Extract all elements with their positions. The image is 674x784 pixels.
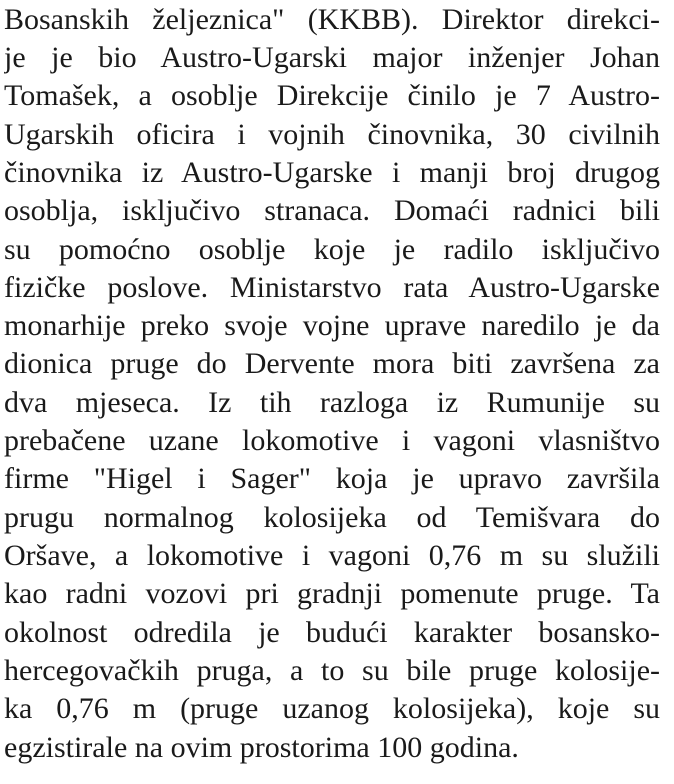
text-line-18: hercegovačkih pruga, a to su bile pruge kolosije- xyxy=(4,654,660,687)
text-line-5: činovnika iz Austro-Ugarske i manji broj drugog xyxy=(4,156,660,189)
text-line-15: Oršave, a lokomotive i vagoni 0,76 m su služili xyxy=(4,539,660,572)
text-line-8: fizičke poslove. Ministarstvo rata Austro-Ugarske xyxy=(4,271,660,304)
text-line-11: dva mjeseca. Iz tih razloga iz Rumunije su xyxy=(4,386,660,419)
text-line-14: prugu normalnog kolosijeka od Temišvara do xyxy=(4,501,660,534)
text-line-12: prebačene uzane lokomotive i vagoni vlasništvo xyxy=(4,424,660,457)
text-line-10: dionica pruge do Dervente mora biti završena za xyxy=(4,347,660,380)
text-line-7: su pomoćno osoblje koje je radilo isključivo xyxy=(4,233,660,266)
text-line-9: monarhije preko svoje vojne uprave naredilo je da xyxy=(4,309,660,342)
text-line-6: osoblja, isključivo stranaca. Domaći radnici bili xyxy=(4,194,660,227)
text-line-13: firme "Higel i Sager" koja je upravo završila xyxy=(4,462,660,495)
text-line-19: ka 0,76 m (pruge uzanog kolosijeka), koje su xyxy=(4,692,660,725)
text-line-20: egzistirale na ovim prostorima 100 godina. xyxy=(4,731,519,764)
text-line-16: kao radni vozovi pri gradnji pomenute pruge. Ta xyxy=(4,577,660,610)
text-line-4: Ugarskih oficira i vojnih činovnika, 30 civilnih xyxy=(4,118,660,151)
text-line-17: okolnost odredila je budući karakter bosansko- xyxy=(4,616,660,649)
text-line-1: Bosanskih željeznica" (KKBB). Direktor direkci- xyxy=(4,3,660,36)
document-page xyxy=(4,0,660,784)
text-line-3: Tomašek, a osoblje Direkcije činilo je 7 Austro- xyxy=(4,79,660,112)
text-line-2: je je bio Austro-Ugarski major inženjer Johan xyxy=(4,41,660,74)
